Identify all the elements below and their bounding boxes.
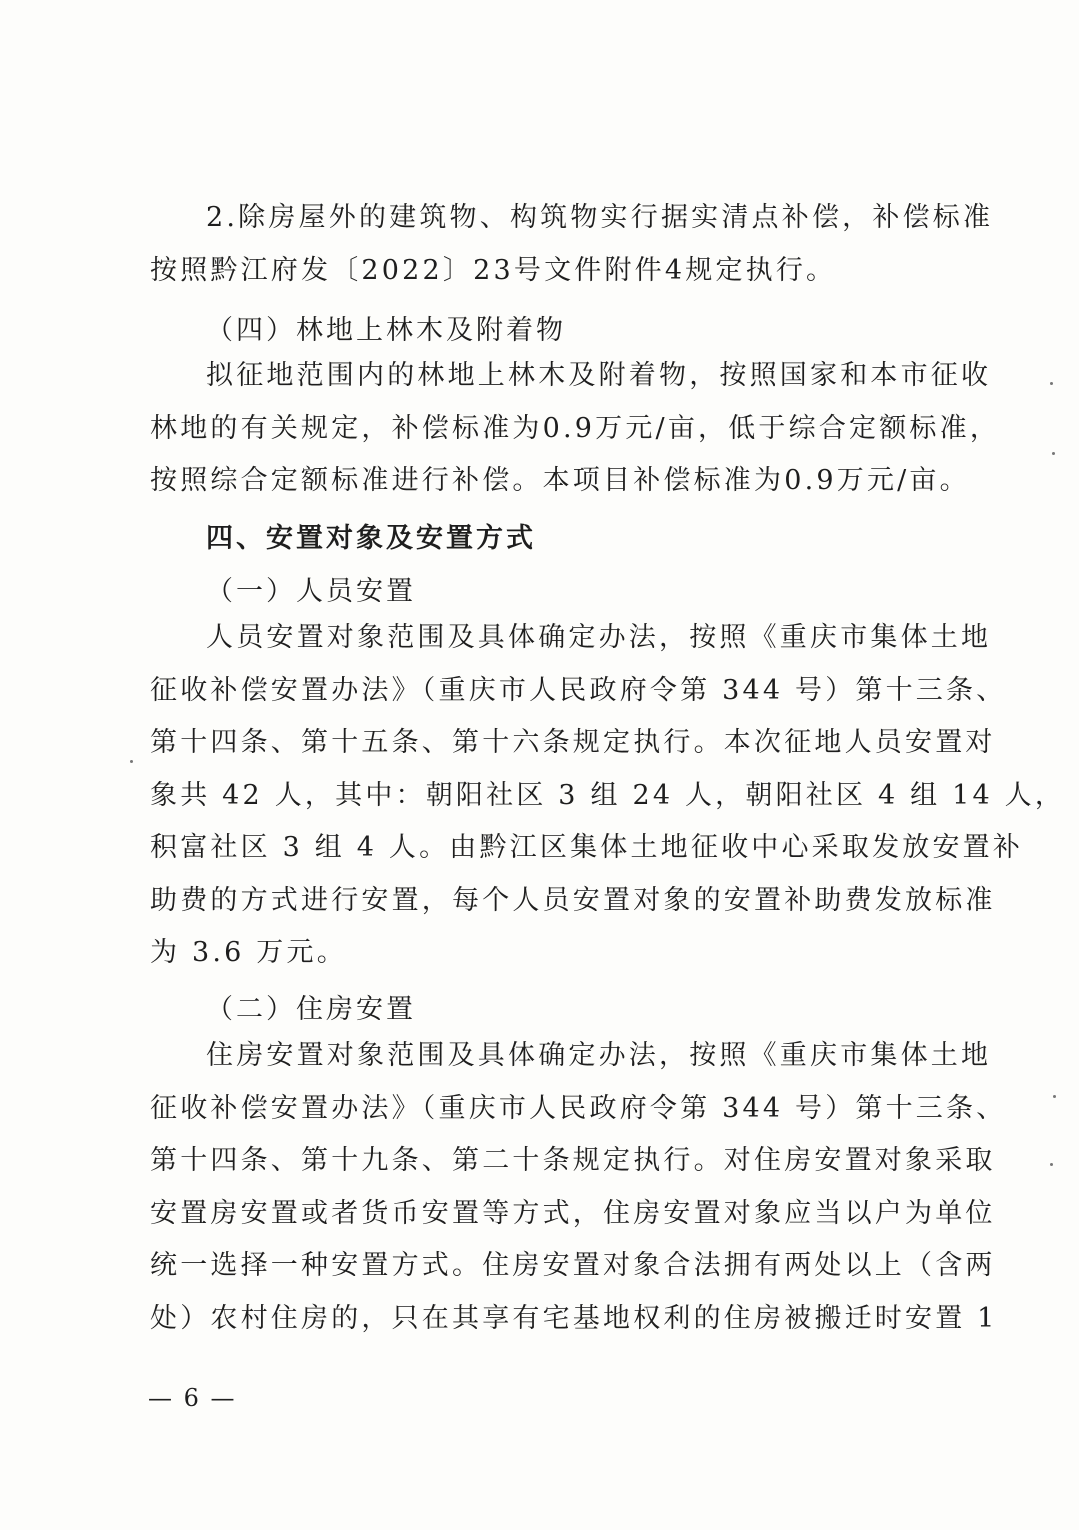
- text-line: 统一选择一种安置方式。住房安置对象合法拥有两处以上（含两: [150, 1250, 996, 1281]
- text-line: 2.除房屋外的建筑物、构筑物实行据实清点补偿，补偿标准: [206, 202, 994, 233]
- text-line: 为 3.6 万元。: [150, 937, 347, 968]
- paragraph-structures-compensation: [150, 192, 994, 297]
- scan-speck: [1053, 1095, 1056, 1098]
- scan-speck: [130, 760, 133, 763]
- text-line: 林地的有关规定，补偿标准为0.9万元/亩，低于综合定额标准，: [150, 412, 1001, 444]
- heading-forest-land: （四）林地上林木及附着物: [206, 315, 566, 346]
- text-line: 按照综合定额标准进行补偿。本项目补偿标准为0.9万元/亩。: [150, 465, 970, 496]
- text-line: 象共 42 人，其中：朝阳社区 3 组 24 人，朝阳社区 4 组 14 人，: [150, 779, 1066, 811]
- text-line: 积富社区 3 组 4 人。由黔江区集体土地征收中心采取发放安置补: [150, 832, 1024, 863]
- paragraph-housing-resettlement: [150, 1030, 1007, 1345]
- page-number: — 6 —: [148, 1384, 237, 1412]
- paragraph-personnel-resettlement: [150, 612, 1066, 980]
- text-line: 人员安置对象范围及具体确定办法，按照《重庆市集体土地: [206, 622, 992, 653]
- text-line: 第十四条、第十五条、第十六条规定执行。本次征地人员安置对: [150, 727, 996, 758]
- paragraph-forest-compensation: [150, 350, 1001, 508]
- text-line: 安置房安置或者货币安置等方式，住房安置对象应当以户为单位: [150, 1197, 996, 1229]
- text-line: 住房安置对象范围及具体确定办法，按照《重庆市集体土地: [206, 1040, 992, 1071]
- text-line: 征收补偿安置办法》（重庆市人民政府令第 344 号）第十三条、: [150, 674, 1007, 706]
- scan-speck: [1052, 452, 1055, 455]
- heading-section-four: 四、安置对象及安置方式: [206, 523, 536, 554]
- text-line: 按照黔江府发〔2022〕23号文件附件4规定执行。: [150, 254, 837, 286]
- scan-speck: [1050, 1163, 1053, 1166]
- heading-personnel-resettlement: （一）人员安置: [206, 576, 416, 607]
- text-line: 征收补偿安置办法》（重庆市人民政府令第 344 号）第十三条、: [150, 1092, 1007, 1124]
- text-line: 第十四条、第十九条、第二十条规定执行。对住房安置对象采取: [150, 1145, 996, 1176]
- heading-housing-resettlement: （二）住房安置: [206, 994, 416, 1025]
- text-line: 拟征地范围内的林地上林木及附着物，按照国家和本市征收: [206, 360, 992, 391]
- text-line: 处）农村住房的，只在其享有宅基地权利的住房被搬迁时安置 1: [150, 1302, 998, 1334]
- scan-speck: [1050, 382, 1053, 385]
- text-line: 助费的方式进行安置，每个人员安置对象的安置补助费发放标准: [150, 884, 996, 916]
